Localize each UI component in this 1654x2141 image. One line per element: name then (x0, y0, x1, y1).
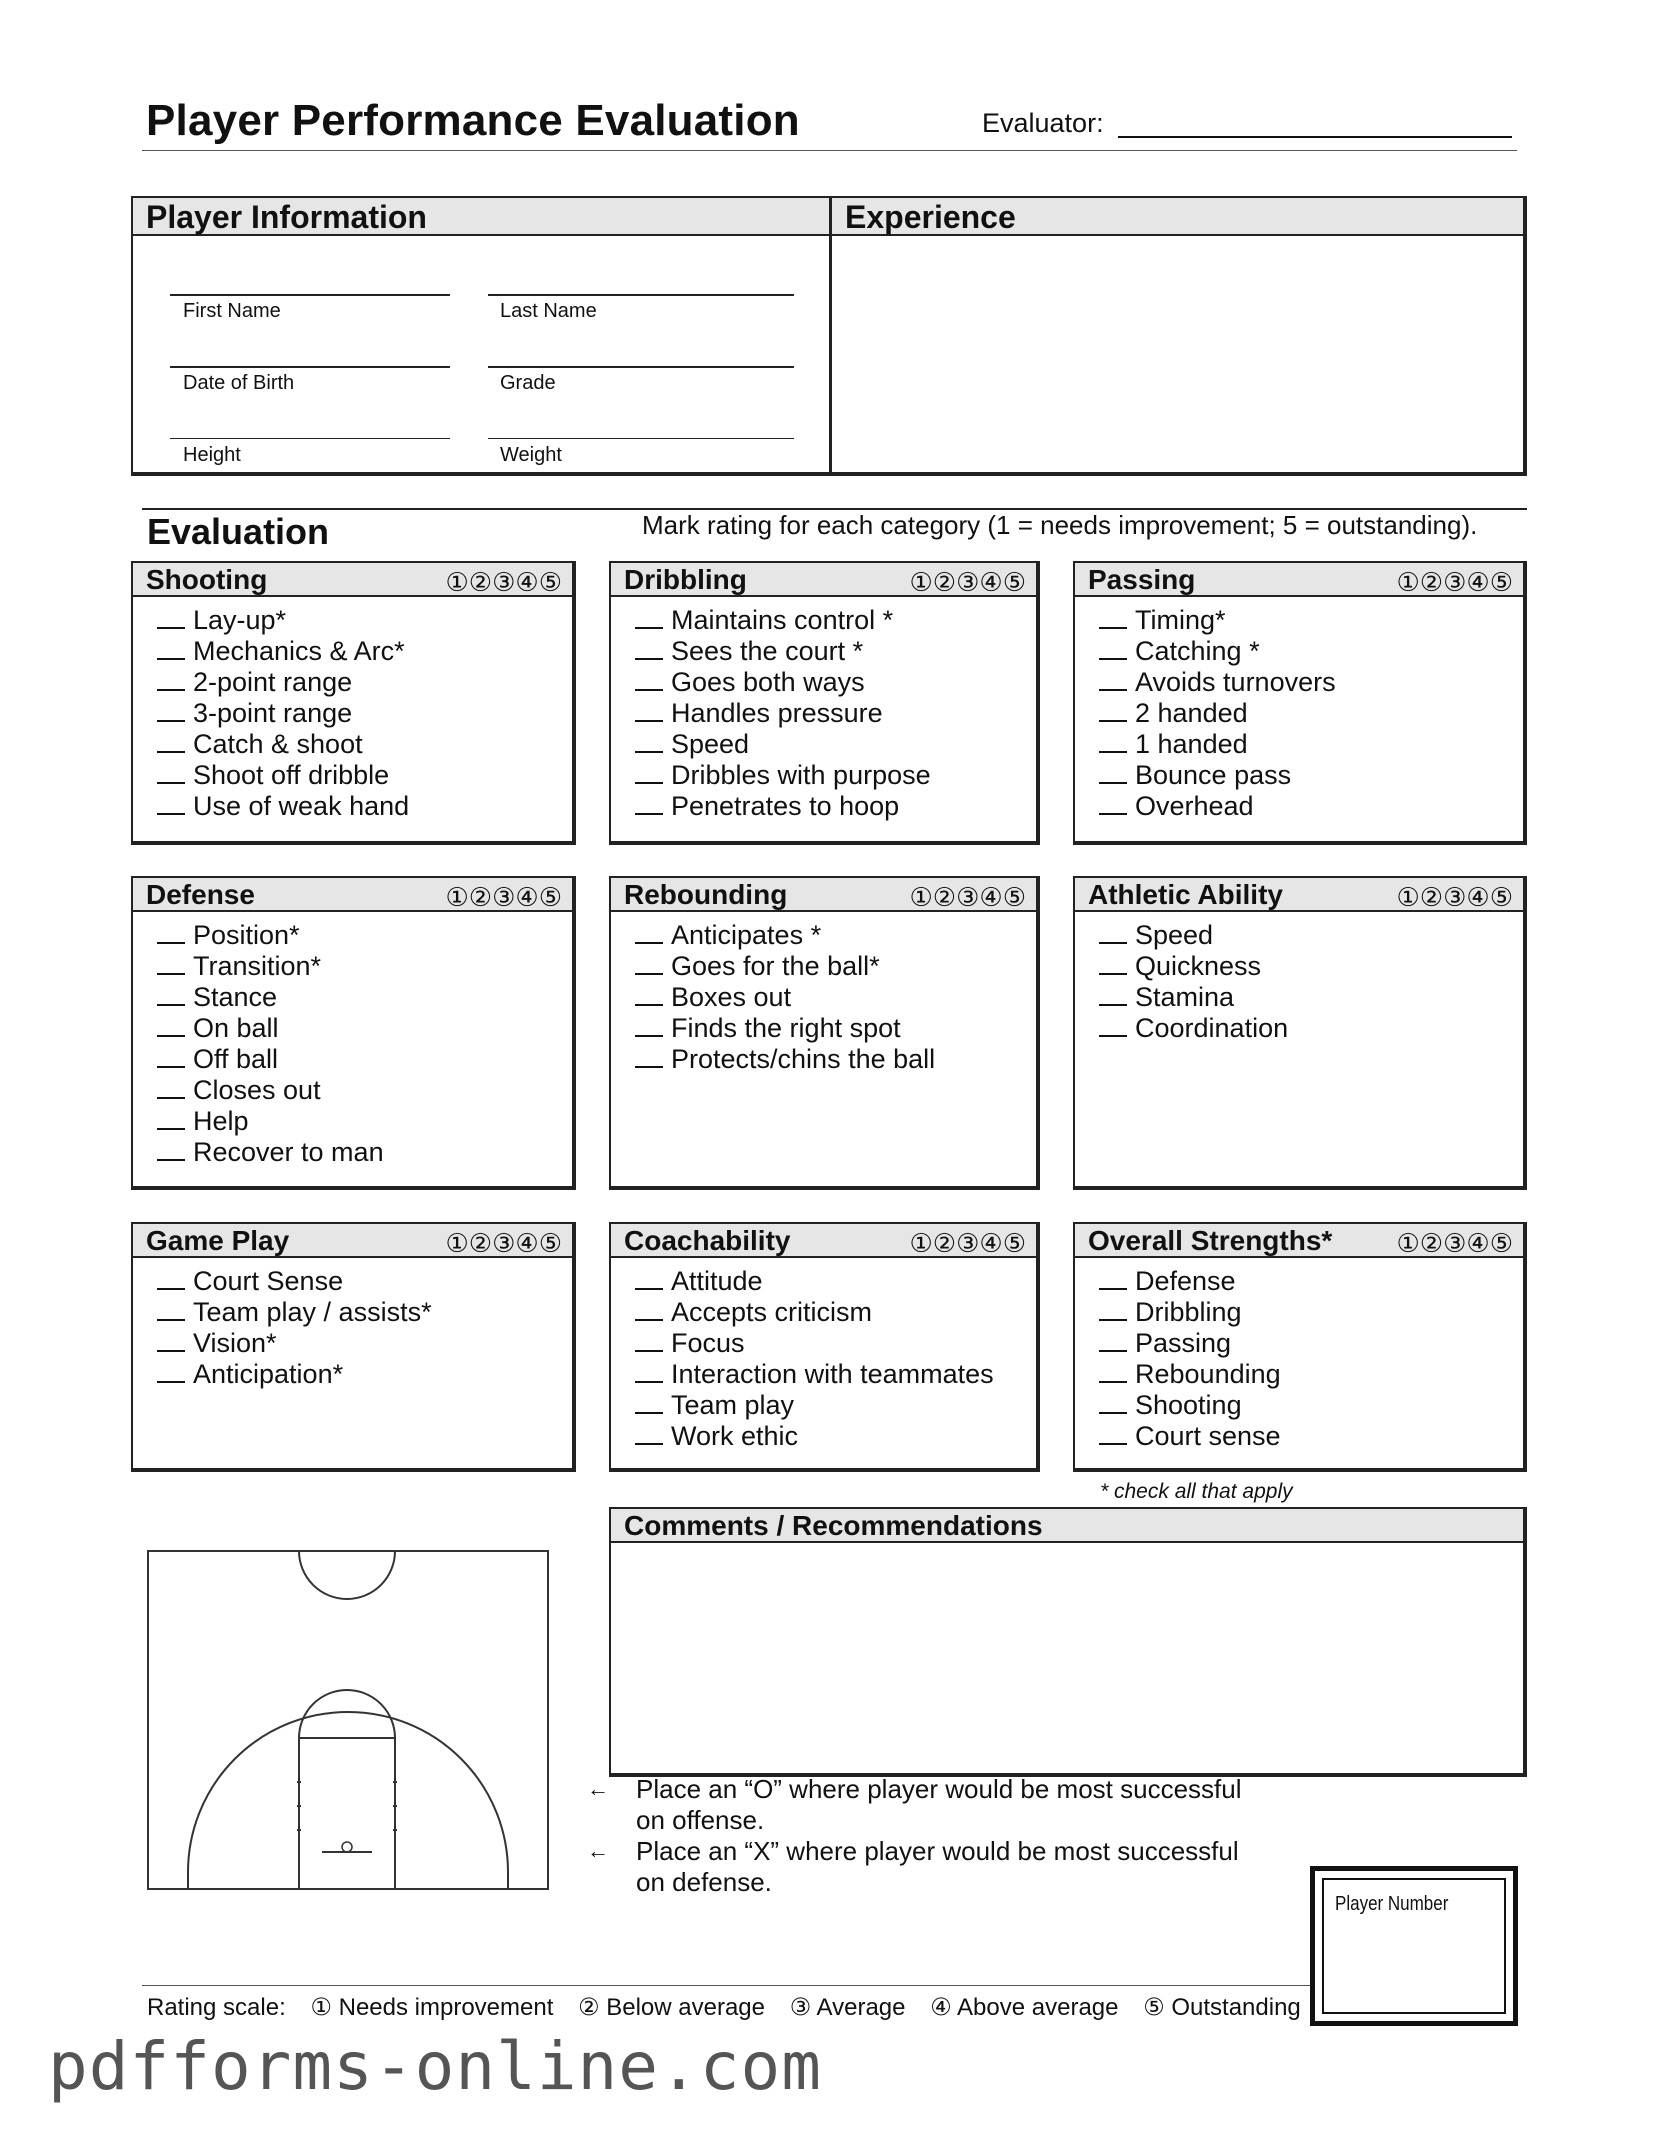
experience-heading: Experience (832, 198, 1523, 236)
item-mark-blank[interactable] (635, 955, 663, 975)
comments-section[interactable] (609, 1507, 1527, 1777)
category-item (1099, 1359, 1523, 1390)
category-item (635, 1421, 1036, 1452)
category-item (157, 1075, 572, 1106)
item-mark-blank[interactable] (157, 1270, 185, 1290)
category-item (157, 1297, 572, 1328)
category-item-label: Avoids turnovers (1135, 667, 1336, 697)
category-item-label: Help (193, 1106, 249, 1136)
category-item-list (611, 912, 1036, 1075)
category-item-label: Anticipates * (671, 920, 822, 950)
item-mark-blank[interactable] (157, 924, 185, 944)
item-mark-blank[interactable] (1099, 1332, 1127, 1352)
category-item (157, 1359, 572, 1390)
player-number-box[interactable] (1310, 1866, 1518, 2026)
category-title: Shooting (146, 564, 268, 595)
item-mark-blank[interactable] (635, 671, 663, 691)
item-mark-blank[interactable] (157, 1110, 185, 1130)
category-item-label: Team play / assists* (193, 1297, 432, 1327)
category-heading (133, 563, 572, 597)
first-name-field[interactable] (170, 294, 450, 296)
item-mark-blank[interactable] (157, 955, 185, 975)
category-title: Game Play (146, 1225, 290, 1256)
rating-scale-item: ③ Average (789, 1994, 906, 2021)
item-mark-blank[interactable] (635, 924, 663, 944)
category-item-label: Finds the right spot (671, 1013, 901, 1043)
item-mark-blank[interactable] (635, 1017, 663, 1037)
category-item (1099, 760, 1523, 791)
item-mark-blank[interactable] (635, 1048, 663, 1068)
date-of-birth-label: Date of Birth (183, 372, 295, 394)
category-item (635, 982, 1036, 1013)
item-mark-blank[interactable] (635, 1301, 663, 1321)
category-item-label: Shooting (1135, 1390, 1242, 1420)
category-item (635, 791, 1036, 822)
category-item-label: Lay-up* (193, 605, 287, 635)
item-mark-blank[interactable] (157, 671, 185, 691)
item-mark-blank[interactable] (1099, 764, 1127, 784)
center-circle (299, 1551, 395, 1599)
category-item (635, 1328, 1036, 1359)
category-item (157, 1137, 572, 1168)
item-mark-blank[interactable] (635, 1363, 663, 1383)
rating-circles[interactable]: ①②③④⑤ (909, 882, 1026, 912)
category-rebounding (609, 876, 1040, 1190)
item-mark-blank[interactable] (157, 764, 185, 784)
player-information-heading: Player Information (133, 198, 829, 236)
category-item-list (133, 1258, 572, 1390)
category-heading (1075, 1224, 1523, 1258)
category-heading (611, 878, 1036, 912)
first-name-label: First Name (183, 300, 281, 322)
category-item-label: Shoot off dribble (193, 760, 390, 790)
category-item-label: Dribbling (1135, 1297, 1242, 1327)
item-mark-blank[interactable] (1099, 671, 1127, 691)
category-item-label: Rebounding (1135, 1359, 1281, 1389)
category-item-label: Focus (671, 1328, 745, 1358)
category-item (635, 760, 1036, 791)
item-mark-blank[interactable] (157, 986, 185, 1006)
category-item (1099, 1297, 1523, 1328)
evaluation-instructions: Mark rating for each category (1 = needs improvement; 5 = outstanding). (642, 510, 1478, 540)
category-item-label: Passing (1135, 1328, 1232, 1358)
category-item-label: Overhead (1135, 791, 1254, 821)
title-divider (142, 150, 1517, 151)
item-mark-blank[interactable] (157, 702, 185, 722)
rating-scale-item: ⑤ Outstanding (1143, 1994, 1301, 2021)
category-item (157, 1328, 572, 1359)
category-item-label: Stamina (1135, 982, 1235, 1012)
category-item (635, 698, 1036, 729)
item-mark-blank[interactable] (635, 1332, 663, 1352)
category-item (157, 729, 572, 760)
left-arrow-icon: ← (587, 1776, 609, 1801)
category-item-list (611, 597, 1036, 822)
item-mark-blank[interactable] (157, 733, 185, 753)
category-item-label: Handles pressure (671, 698, 883, 728)
item-mark-blank[interactable] (157, 640, 185, 660)
date-of-birth-field[interactable] (170, 366, 450, 368)
category-item-label: Stance (193, 982, 278, 1012)
category-item-list (1075, 912, 1523, 1044)
item-mark-blank[interactable] (1099, 1017, 1127, 1037)
evaluator-field[interactable] (1118, 136, 1512, 138)
category-item (1099, 951, 1523, 982)
category-item-label: Timing* (1135, 605, 1226, 635)
rating-circles[interactable]: ①②③④⑤ (445, 1228, 562, 1258)
item-mark-blank[interactable] (157, 1079, 185, 1099)
item-mark-blank[interactable] (1099, 702, 1127, 722)
category-title: Athletic Ability (1088, 879, 1283, 910)
category-item (635, 636, 1036, 667)
category-game-play (131, 1222, 576, 1472)
item-mark-blank[interactable] (157, 1363, 185, 1383)
category-item (157, 951, 572, 982)
category-item-list (1075, 1258, 1523, 1452)
offense-instruction-line1: Place an “O” where player would be most successful (636, 1774, 1242, 1804)
category-item-label: Bounce pass (1135, 760, 1292, 790)
category-heading (1075, 878, 1523, 912)
category-item (157, 636, 572, 667)
item-mark-blank[interactable] (635, 764, 663, 784)
category-item-label: Protects/chins the ball (671, 1044, 936, 1074)
category-item (157, 667, 572, 698)
category-item (635, 729, 1036, 760)
category-item (1099, 1390, 1523, 1421)
category-item-label: Catch & shoot (193, 729, 363, 759)
item-mark-blank[interactable] (1099, 986, 1127, 1006)
category-item-label: Anticipation* (193, 1359, 344, 1389)
item-mark-blank[interactable] (635, 1394, 663, 1414)
item-mark-blank[interactable] (1099, 1301, 1127, 1321)
rating-circles[interactable]: ①②③④⑤ (445, 567, 562, 597)
category-item-label: Use of weak hand (193, 791, 410, 821)
category-item (635, 1266, 1036, 1297)
category-item (635, 667, 1036, 698)
category-heading (133, 1224, 572, 1258)
category-item (157, 605, 572, 636)
category-overall-strengths (1073, 1222, 1527, 1472)
item-mark-blank[interactable] (157, 1141, 185, 1161)
category-item-label: On ball (193, 1013, 279, 1043)
half-court-diagram[interactable] (147, 1550, 549, 1890)
category-item-label: Mechanics & Arc* (193, 636, 405, 666)
category-item (1099, 1421, 1523, 1452)
item-mark-blank[interactable] (1099, 609, 1127, 629)
category-item (157, 1013, 572, 1044)
rating-circles[interactable]: ①②③④⑤ (1396, 1228, 1513, 1258)
category-dribbling (609, 561, 1040, 845)
item-mark-blank[interactable] (635, 1270, 663, 1290)
category-item-list (133, 912, 572, 1168)
category-item-label: Dribbles with purpose (671, 760, 931, 790)
category-coachability (609, 1222, 1040, 1472)
category-shooting (131, 561, 576, 845)
category-item-label: Vision* (193, 1328, 277, 1358)
category-item-label: Court Sense (193, 1266, 344, 1296)
last-name-field[interactable] (488, 294, 794, 296)
item-mark-blank[interactable] (635, 986, 663, 1006)
rating-circles[interactable]: ①②③④⑤ (1396, 567, 1513, 597)
item-mark-blank[interactable] (1099, 640, 1127, 660)
court-boundary (148, 1551, 548, 1889)
item-mark-blank[interactable] (1099, 1270, 1127, 1290)
free-throw-circle (299, 1690, 395, 1738)
category-item-label: Attitude (671, 1266, 763, 1296)
category-title: Rebounding (624, 879, 788, 910)
rating-circles[interactable]: ①②③④⑤ (909, 567, 1026, 597)
item-mark-blank[interactable] (635, 795, 663, 815)
category-item-label: Speed (1135, 920, 1214, 950)
category-item-label: Speed (671, 729, 750, 759)
grade-label: Grade (500, 372, 556, 394)
rating-scale-label: Rating scale: (147, 1994, 286, 2021)
category-title: Dribbling (624, 564, 747, 595)
item-mark-blank[interactable] (635, 702, 663, 722)
item-mark-blank[interactable] (1099, 1425, 1127, 1445)
item-mark-blank[interactable] (157, 609, 185, 629)
category-item (1099, 729, 1523, 760)
category-item (157, 791, 572, 822)
rim (342, 1842, 352, 1852)
category-heading (611, 563, 1036, 597)
check-all-footnote: * check all that apply (1100, 1480, 1293, 1503)
category-item (635, 605, 1036, 636)
category-item (1099, 1328, 1523, 1359)
category-item-label: Court sense (1135, 1421, 1281, 1451)
item-mark-blank[interactable] (1099, 733, 1127, 753)
category-item-label: Goes for the ball* (671, 951, 880, 981)
defense-instruction (636, 1836, 1239, 1898)
last-name-label: Last Name (500, 300, 597, 322)
category-heading (1075, 563, 1523, 597)
category-item (1099, 982, 1523, 1013)
category-item-label: Penetrates to hoop (671, 791, 900, 821)
category-item-label: Sees the court * (671, 636, 864, 666)
category-heading (611, 1224, 1036, 1258)
rating-circles[interactable]: ①②③④⑤ (445, 882, 562, 912)
rating-scale-divider (142, 1985, 1310, 1986)
category-item-label: 3-point range (193, 698, 353, 728)
rating-circles[interactable]: ①②③④⑤ (1396, 882, 1513, 912)
item-mark-blank[interactable] (157, 795, 185, 815)
category-item-label: Work ethic (671, 1421, 799, 1451)
category-item (1099, 1013, 1523, 1044)
category-item (157, 1044, 572, 1075)
category-item-label: Accepts criticism (671, 1297, 873, 1327)
rating-scale-item: ① Needs improvement (310, 1994, 554, 2021)
category-item-label: Transition* (193, 951, 322, 981)
category-item (635, 1297, 1036, 1328)
evaluator-label: Evaluator: (982, 108, 1104, 138)
offense-instruction-line2: on offense. (636, 1805, 765, 1835)
category-defense (131, 876, 576, 1190)
item-mark-blank[interactable] (157, 1301, 185, 1321)
evaluation-heading: Evaluation (147, 511, 330, 552)
item-mark-blank[interactable] (635, 733, 663, 753)
category-item (635, 1359, 1036, 1390)
category-item-label: Closes out (193, 1075, 321, 1105)
category-item (1099, 1266, 1523, 1297)
category-item (157, 1106, 572, 1137)
left-arrow-icon: ← (587, 1838, 609, 1863)
rating-scale-item: ④ Above average (930, 1994, 1119, 2021)
category-heading (133, 878, 572, 912)
category-item (1099, 636, 1523, 667)
category-item-label: Maintains control * (671, 605, 894, 635)
category-item (635, 1390, 1036, 1421)
category-item-label: Goes both ways (671, 667, 865, 697)
defense-instruction-line2: on defense. (636, 1867, 772, 1897)
rating-scale-item: ② Below average (578, 1994, 765, 2021)
category-passing (1073, 561, 1527, 845)
category-item-label: 1 handed (1135, 729, 1248, 759)
category-item-label: Recover to man (193, 1137, 384, 1167)
item-mark-blank[interactable] (157, 1017, 185, 1037)
category-item (635, 951, 1036, 982)
category-item (157, 982, 572, 1013)
category-title: Passing (1088, 564, 1196, 595)
category-item-list (1075, 597, 1523, 822)
category-athletic-ability (1073, 876, 1527, 1190)
category-item-label: Interaction with teammates (671, 1359, 994, 1389)
comments-heading: Comments / Recommendations (611, 1509, 1523, 1543)
grade-field[interactable] (488, 366, 794, 368)
player-number-label: Player Number (1335, 1893, 1449, 1915)
defense-instruction-line1: Place an “X” where player would be most successful (636, 1836, 1239, 1866)
category-title: Defense (146, 879, 255, 910)
item-mark-blank[interactable] (635, 609, 663, 629)
category-item-label: Boxes out (671, 982, 792, 1012)
free-throw-lane (299, 1738, 395, 1889)
category-item-label: Team play (671, 1390, 795, 1420)
experience-section[interactable] (830, 196, 1527, 476)
category-item (635, 920, 1036, 951)
item-mark-blank[interactable] (1099, 795, 1127, 815)
category-item (157, 1266, 572, 1297)
category-item (1099, 667, 1523, 698)
height-field[interactable] (170, 438, 450, 439)
watermark: pdfforms-online.com (48, 2028, 822, 2105)
category-item (635, 1044, 1036, 1075)
category-item (157, 760, 572, 791)
category-item-label: Coordination (1135, 1013, 1289, 1043)
category-item-label: 2-point range (193, 667, 353, 697)
weight-label: Weight (500, 444, 562, 466)
category-item (635, 1013, 1036, 1044)
category-title: Overall Strengths* (1088, 1225, 1333, 1256)
item-mark-blank[interactable] (1099, 924, 1127, 944)
category-item (1099, 791, 1523, 822)
category-item (1099, 698, 1523, 729)
category-item-label: Position* (193, 920, 300, 950)
category-item-list (133, 597, 572, 822)
item-mark-blank[interactable] (157, 1048, 185, 1068)
rating-scale (147, 1993, 1319, 2022)
category-item (1099, 920, 1523, 951)
item-mark-blank[interactable] (635, 640, 663, 660)
category-item-label: Defense (1135, 1266, 1236, 1296)
category-title: Coachability (624, 1225, 791, 1256)
weight-field[interactable] (488, 438, 794, 439)
category-item (1099, 605, 1523, 636)
category-item (157, 698, 572, 729)
rating-circles[interactable]: ①②③④⑤ (909, 1228, 1026, 1258)
player-information-section (131, 196, 833, 476)
height-label: Height (183, 444, 241, 466)
category-item-list (611, 1258, 1036, 1452)
item-mark-blank[interactable] (1099, 955, 1127, 975)
item-mark-blank[interactable] (1099, 1394, 1127, 1414)
category-item-label: Off ball (193, 1044, 279, 1074)
item-mark-blank[interactable] (157, 1332, 185, 1352)
page-title: Player Performance Evaluation (146, 96, 800, 145)
category-item (157, 920, 572, 951)
item-mark-blank[interactable] (635, 1425, 663, 1445)
item-mark-blank[interactable] (1099, 1363, 1127, 1383)
category-item-label: Quickness (1135, 951, 1262, 981)
category-item-label: Catching * (1135, 636, 1260, 666)
offense-instruction (636, 1774, 1242, 1836)
category-item-label: 2 handed (1135, 698, 1248, 728)
